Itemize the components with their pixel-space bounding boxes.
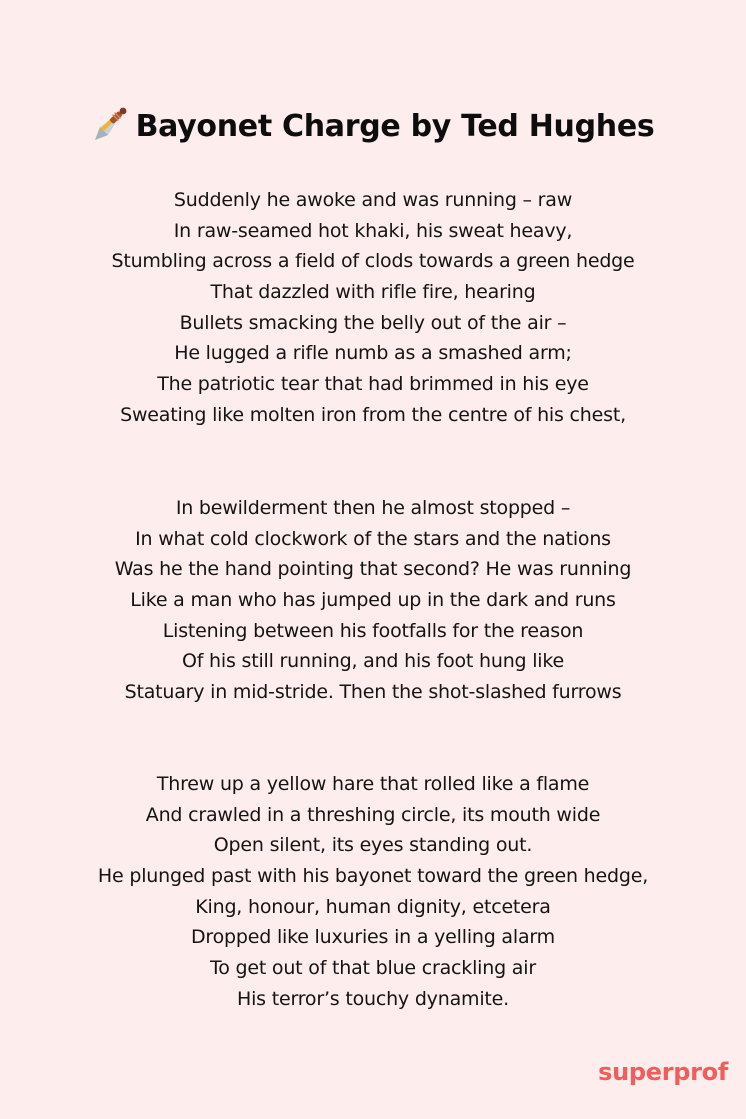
poem-line: Listening between his footfalls for the reason [162,619,584,642]
poem-line: Stumbling across a field of clods towards a green hedge [111,250,635,273]
poem-line: Bullets smacking the belly out of the air – [179,311,567,334]
brand-logo: superprof [598,1058,728,1086]
poem-line: King, honour, human dignity, etcetera [195,895,551,918]
poem-line: Was he the hand pointing that second? He was running [114,558,632,581]
title-text: Bayonet Charge by Ted Hughes [135,109,655,145]
poem-line: Of his still running, and his foot hung like [181,650,565,673]
poem-line: The patriotic tear that had brimmed in his eye [157,373,589,396]
poem-line: He lugged a rifle numb as a smashed arm; [174,342,572,365]
poem-line: Like a man who has jumped up in the dark and runs [130,589,616,612]
poem-line: That dazzled with rifle fire, hearing [210,281,536,304]
poem-line: And crawled in a threshing circle, its mouth wide [145,803,601,826]
poem-line: Threw up a yellow hare that rolled like a flame [156,773,590,795]
stanza [0,185,746,431]
poem-line: In what cold clockwork of the stars and the nations [135,527,611,550]
poem-line: To get out of that blue crackling air [210,957,536,980]
poem-line: He plunged past with his bayonet toward the green hedge, [97,865,649,888]
stanza [0,769,746,1015]
stanza [0,493,746,708]
poem-line: Open silent, its eyes standing out. [213,834,533,857]
dagger-icon [92,105,130,143]
poem-line: Sweating like molten iron from the centre of his chest, [120,403,626,426]
poem-line: Dropped like luxuries in a yelling alarm [190,926,555,949]
poem-line: Suddenly he awoke and was running – raw [173,189,573,211]
poem-line: Statuary in mid-stride. Then the shot-slashed furrows [124,681,622,704]
page-title [0,104,746,150]
poem-line: In bewilderment then he almost stopped – [175,497,571,519]
poem-line: His terror’s touchy dynamite. [237,987,509,1010]
poem-line: In raw-seamed hot khaki, his sweat heavy, [173,219,573,242]
